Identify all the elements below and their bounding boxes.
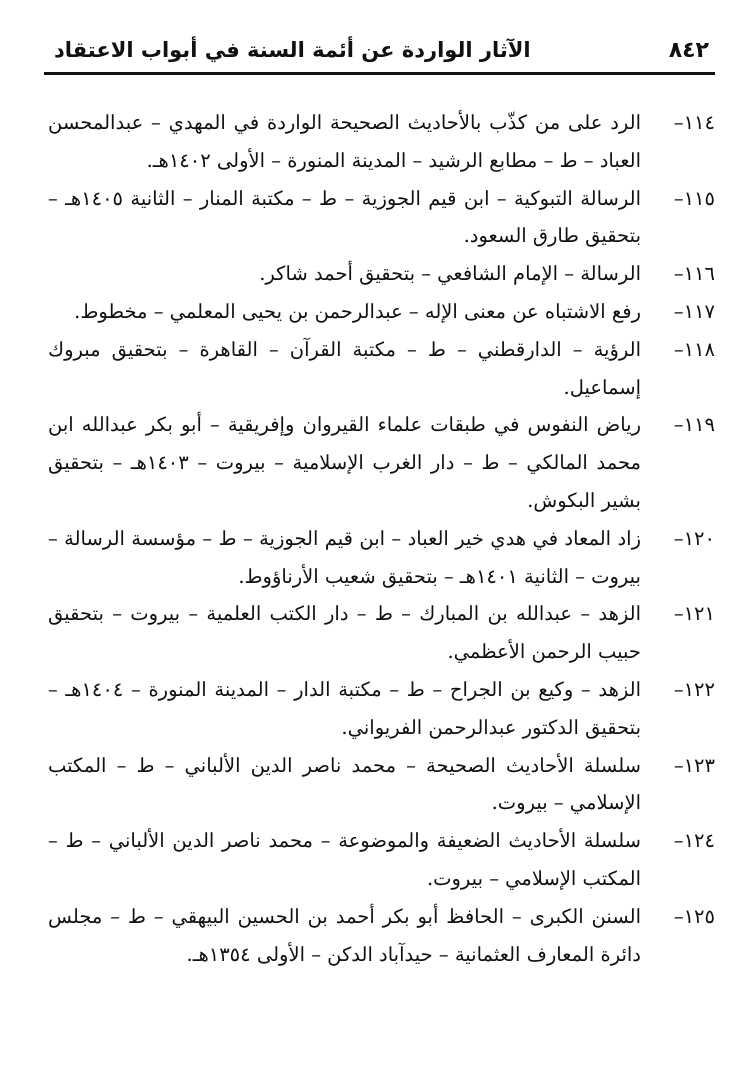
header-rule [44, 72, 715, 75]
reference-text: سلسلة الأحاديث الضعيفة والموضوعة – محمد ناصر الدين الألباني – ط – المكتب الإسلامي – بيروت. [48, 829, 641, 890]
reference-number: ١١٨– [673, 337, 715, 361]
running-title: الآثار الواردة عن أئمة السنة في أبواب الاعتقاد [54, 38, 531, 62]
reference-number: ١٢٣– [673, 753, 715, 777]
reference-text: الرسالة – الإمام الشافعي – بتحقيق أحمد شاكر. [259, 262, 641, 286]
reference-number: ١٢٠– [673, 526, 715, 550]
reference-number: ١٢٥– [673, 904, 715, 928]
reference-list [48, 104, 715, 973]
reference-text: السنن الكبرى – الحافظ أبو بكر أحمد بن الحسين البيهقي – ط – مجلس دائرة المعارف العثمانية – حيدآباد الدكن – الأولى ١٣٥٤هـ. [48, 904, 641, 966]
reference-entry-118 [48, 331, 715, 407]
page-number: ٨٤٢ [668, 38, 709, 63]
reference-text: الزهد – وكيع بن الجراح – ط – مكتبة الدار – المدينة المنورة – ١٤٠٤هـ – بتحقيق الدكتور عبدالرحمن الفريواني. [48, 677, 641, 739]
reference-entry-124 [48, 822, 715, 898]
reference-text: الرسالة التبوكية – ابن قيم الجوزية – ط – مكتبة المنار – الثانية ١٤٠٥هـ – بتحقيق طارق السعود. [48, 186, 641, 248]
reference-number: ١١٦– [673, 262, 715, 286]
page-header [44, 34, 715, 80]
reference-text: زاد المعاد في هدي خير العباد – ابن قيم الجوزية – ط – مؤسسة الرسالة – بيروت – الثانية ١٤٠١هـ – بتحقيق شعيب الأرناؤوط. [48, 526, 641, 588]
reference-text: سلسلة الأحاديث الصحيحة – محمد ناصر الدين الألباني – ط – المكتب الإسلامي – بيروت. [48, 753, 641, 815]
reference-text: رياض النفوس في طبقات علماء القيروان وإفريقية – أبو بكر عبدالله ابن محمد المالكي – ط – دار الغرب الإسلامية – بيروت – ١٤٠٣هـ – بتحقيق بشير البكوش. [48, 413, 641, 512]
reference-number: ١٢١– [673, 602, 715, 626]
reference-entry-117 [48, 293, 715, 331]
reference-entry-114 [48, 104, 715, 180]
reference-number: ١٢٢– [673, 677, 715, 701]
reference-entry-116 [48, 255, 715, 293]
reference-entry-122 [48, 671, 715, 747]
reference-number: ١٢٤– [673, 829, 715, 853]
reference-entry-121 [48, 595, 715, 671]
reference-number: ١١٤– [673, 111, 715, 134]
reference-number: ١١٧– [673, 299, 715, 323]
reference-text: الزهد – عبدالله بن المبارك – ط – دار الكتب العلمية – بيروت – بتحقيق حبيب الرحمن الأعظمي. [48, 602, 641, 664]
reference-entry-119 [48, 406, 715, 519]
reference-entry-125 [48, 898, 715, 974]
reference-entry-115 [48, 180, 715, 256]
reference-number: ١١٥– [673, 186, 715, 210]
reference-text: الرد على من كذّب بالأحاديث الصحيحة الواردة في المهدي – عبدالمحسن العباد – ط – مطابع الرشيد – المدينة المنورة – الأولى ١٤٠٢هـ. [48, 111, 641, 172]
reference-number: ١١٩– [673, 413, 715, 437]
reference-text: رفع الاشتباه عن معنى الإله – عبدالرحمن بن يحيى المعلمي – مخطوط. [74, 299, 641, 323]
reference-entry-120 [48, 520, 715, 596]
reference-entry-123 [48, 747, 715, 823]
reference-text: الرؤية – الدارقطني – ط – مكتبة القرآن – القاهرة – بتحقيق مبروك إسماعيل. [48, 337, 641, 399]
